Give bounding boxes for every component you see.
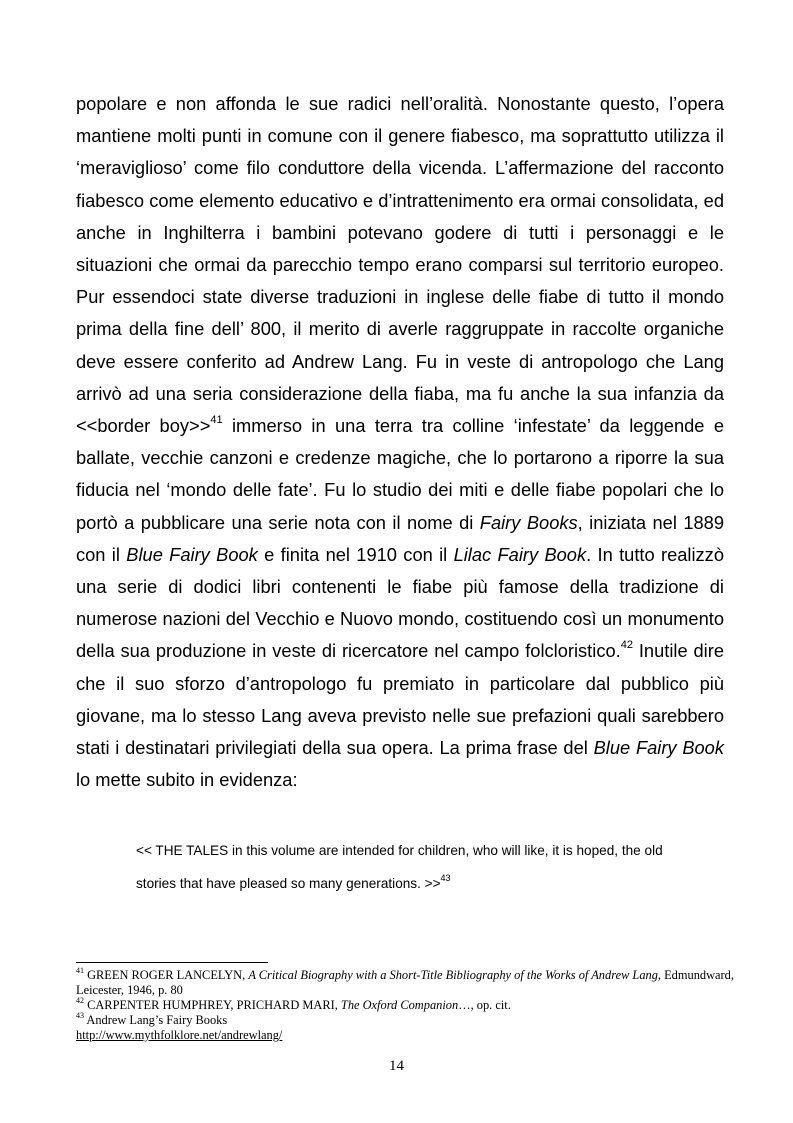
body-text-segment: . In tutto realizzò una serie di dodici libri contenenti le fiabe più famose della tradizione di numerose nazioni del Vecchio e Nuovo mondo, costituendo così un monumento della sua produzione in veste di ricercatore nel campo folcloristico. (76, 543, 724, 662)
book-title-italic: Blue Fairy Book (593, 737, 724, 759)
footnote-link[interactable]: http://www.mythfolklore.net/andrewlang/ (76, 1028, 283, 1042)
book-title-italic: Fairy Books (479, 511, 578, 533)
body-text-segment: e finita nel 1910 con il (257, 543, 454, 565)
body-text-segment: popolare e non affonda le sue radici nell’oralità. Nonostante questo, l’opera mantiene molti punti in comune con il genere fiabesco, ma soprattutto utilizza il ‘meraviglioso’ come filo conduttore della vicenda. L’affermazione del racconto fiabesco come elemento educativo e d’intrattenimento era ormai consolidata, ed anche in Inghilterra i bambini potevano godere di tutti i personaggi e le situazioni che ormai da parecchio tempo erano comparsi sul territorio europeo. Pur essendoci state diverse traduzioni in inglese delle fiabe di tutto il mondo prima della fine dell’ 800, il merito di averle raggruppate in raccolte organiche deve essere conferito ad Andrew Lang. Fu in veste di antropologo che Lang arrivò ad una seria considerazione della fiaba, ma fu anche la sua infanzia da <<border boy>> (76, 93, 724, 437)
footnote-title-italic: The Oxford Companion (340, 998, 459, 1012)
book-title-italic: Lilac Fairy Book (453, 543, 587, 565)
footnote-text: Andrew Lang’s Fairy Books (84, 1013, 228, 1027)
body-text-segment: immerso in una terra tra colline ‘infestate’ da leggende e ballate, vecchie canzoni e credenze magiche, che lo portarono a riporre la sua fiducia nel ‘mondo delle fate’. Fu lo studio dei miti e delle fiabe popolari che lo portò a pubblicare una serie nota con il nome di (76, 415, 724, 533)
footnote-number: 41 (76, 965, 84, 975)
footnotes (76, 965, 756, 1043)
footnote-reference-43[interactable]: 43 (440, 873, 451, 884)
footnote-text: CARPENTER HUMPHREY, PRICHARD MARI, (84, 998, 341, 1012)
body-paragraph (76, 88, 724, 796)
footnote-separator (76, 962, 268, 963)
footnote-number: 43 (76, 1010, 84, 1020)
footnote-41 (76, 965, 756, 998)
quote-text: << THE TALES in this volume are intended for children, who will like, it is hoped, the old stories that have pleased so many generations. >> (136, 843, 663, 891)
footnote-text: GREEN ROGER LANCELYN, (84, 968, 249, 982)
block-quote (136, 834, 676, 900)
page-number: 14 (389, 1058, 404, 1074)
footnote-reference-42[interactable]: 42 (620, 639, 633, 652)
book-title-italic: Blue Fairy Book (126, 543, 258, 565)
footnote-number: 42 (76, 995, 84, 1005)
footnote-43 (76, 1010, 756, 1043)
footnote-title-italic: A Critical Biography with a Short-Title Bibliography of the Works of Andrew Lang (248, 968, 658, 982)
footnote-42 (76, 995, 756, 1013)
body-text-segment: , iniziata nel 1889 con il (76, 511, 725, 565)
footnote-text: , Edmundward, Leicester, 1946, p. 80 (76, 968, 734, 997)
footnote-text: …, op. cit. (458, 998, 511, 1012)
body-text-segment: lo mette subito in evidenza: (76, 769, 298, 791)
body-text-segment: Inutile dire che il suo sforzo d’antropologo fu premiato in particolare dal pubblico più giovane, ma lo stesso Lang aveva previsto nelle sue prefazioni quali sarebbero stati i destinatari privilegiati della sua opera. La prima frase del (76, 640, 724, 759)
footnote-reference-41[interactable]: 41 (210, 413, 223, 426)
